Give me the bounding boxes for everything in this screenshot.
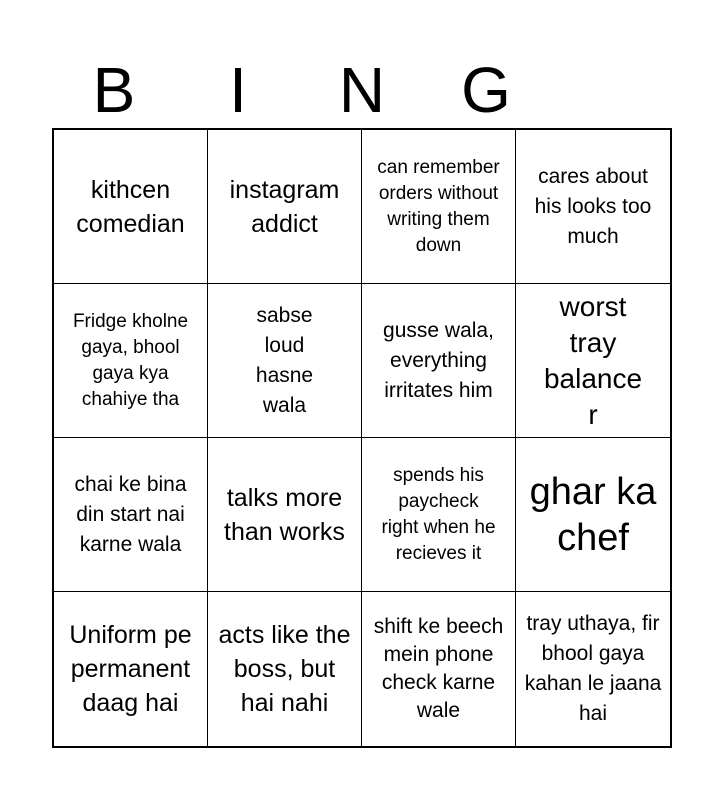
header-letter-n: N — [338, 54, 386, 126]
bingo-cell-7-text: gusse wala, everything irritates him — [383, 318, 494, 402]
header-letter-o — [548, 50, 672, 130]
bingo-cell-5-text: Fridge kholne gaya, bhool gaya kya chahiye tha — [72, 310, 189, 410]
bingo-cell-1[interactable] — [54, 130, 208, 284]
bingo-cell-12[interactable] — [516, 438, 670, 592]
bingo-cell-16[interactable] — [516, 592, 670, 746]
bingo-cell-9-text: chai ke bina din start nai karne wala — [74, 472, 187, 556]
bingo-cell-4[interactable] — [516, 130, 670, 284]
bingo-cell-6[interactable] — [208, 284, 362, 438]
bingo-cell-3-text: can remember orders without writing them down — [377, 156, 500, 256]
header-letter-b: B — [92, 54, 136, 126]
bingo-cell-12-text: ghar ka chef — [529, 470, 657, 559]
bingo-cell-2[interactable] — [208, 130, 362, 284]
bingo-cell-8[interactable] — [516, 284, 670, 438]
bingo-board — [52, 128, 672, 748]
bingo-header — [52, 50, 672, 130]
bingo-cell-13[interactable] — [54, 592, 208, 746]
bingo-cell-9[interactable] — [54, 438, 208, 592]
bingo-cell-10[interactable] — [208, 438, 362, 592]
bingo-cell-15[interactable] — [362, 592, 516, 746]
bingo-cell-7[interactable] — [362, 284, 516, 438]
header-letter-g: G — [461, 54, 511, 126]
bingo-cell-13-text: Uniform pe permanent daag hai — [69, 621, 192, 717]
bingo-cell-11[interactable] — [362, 438, 516, 592]
bingo-cell-3[interactable] — [362, 130, 516, 284]
bingo-cell-16-text: tray uthaya, fir bhool gaya kahan le jaana hai — [524, 612, 662, 725]
bingo-cell-15-text: shift ke beech mein phone check karne wale — [373, 615, 504, 722]
bingo-cell-5[interactable] — [54, 284, 208, 438]
bingo-cell-4-text: cares about his looks too much — [534, 164, 652, 248]
bingo-cell-11-text: spends his paycheck right when he recieves it — [381, 464, 496, 564]
bingo-cell-2-text: instagram addict — [229, 175, 340, 238]
header-letter-i: I — [229, 54, 247, 126]
bingo-cell-8-text: worst tray balancer — [543, 290, 643, 430]
bingo-cell-1-text: kithcen comedian — [76, 175, 185, 238]
bingo-cell-10-text: talks more than works — [224, 483, 345, 546]
bingo-cell-14[interactable] — [208, 592, 362, 746]
bingo-cell-14-text: acts like the boss, but hai nahi — [218, 621, 351, 717]
bingo-cell-6-text: sabse loud hasne wala — [255, 303, 314, 417]
